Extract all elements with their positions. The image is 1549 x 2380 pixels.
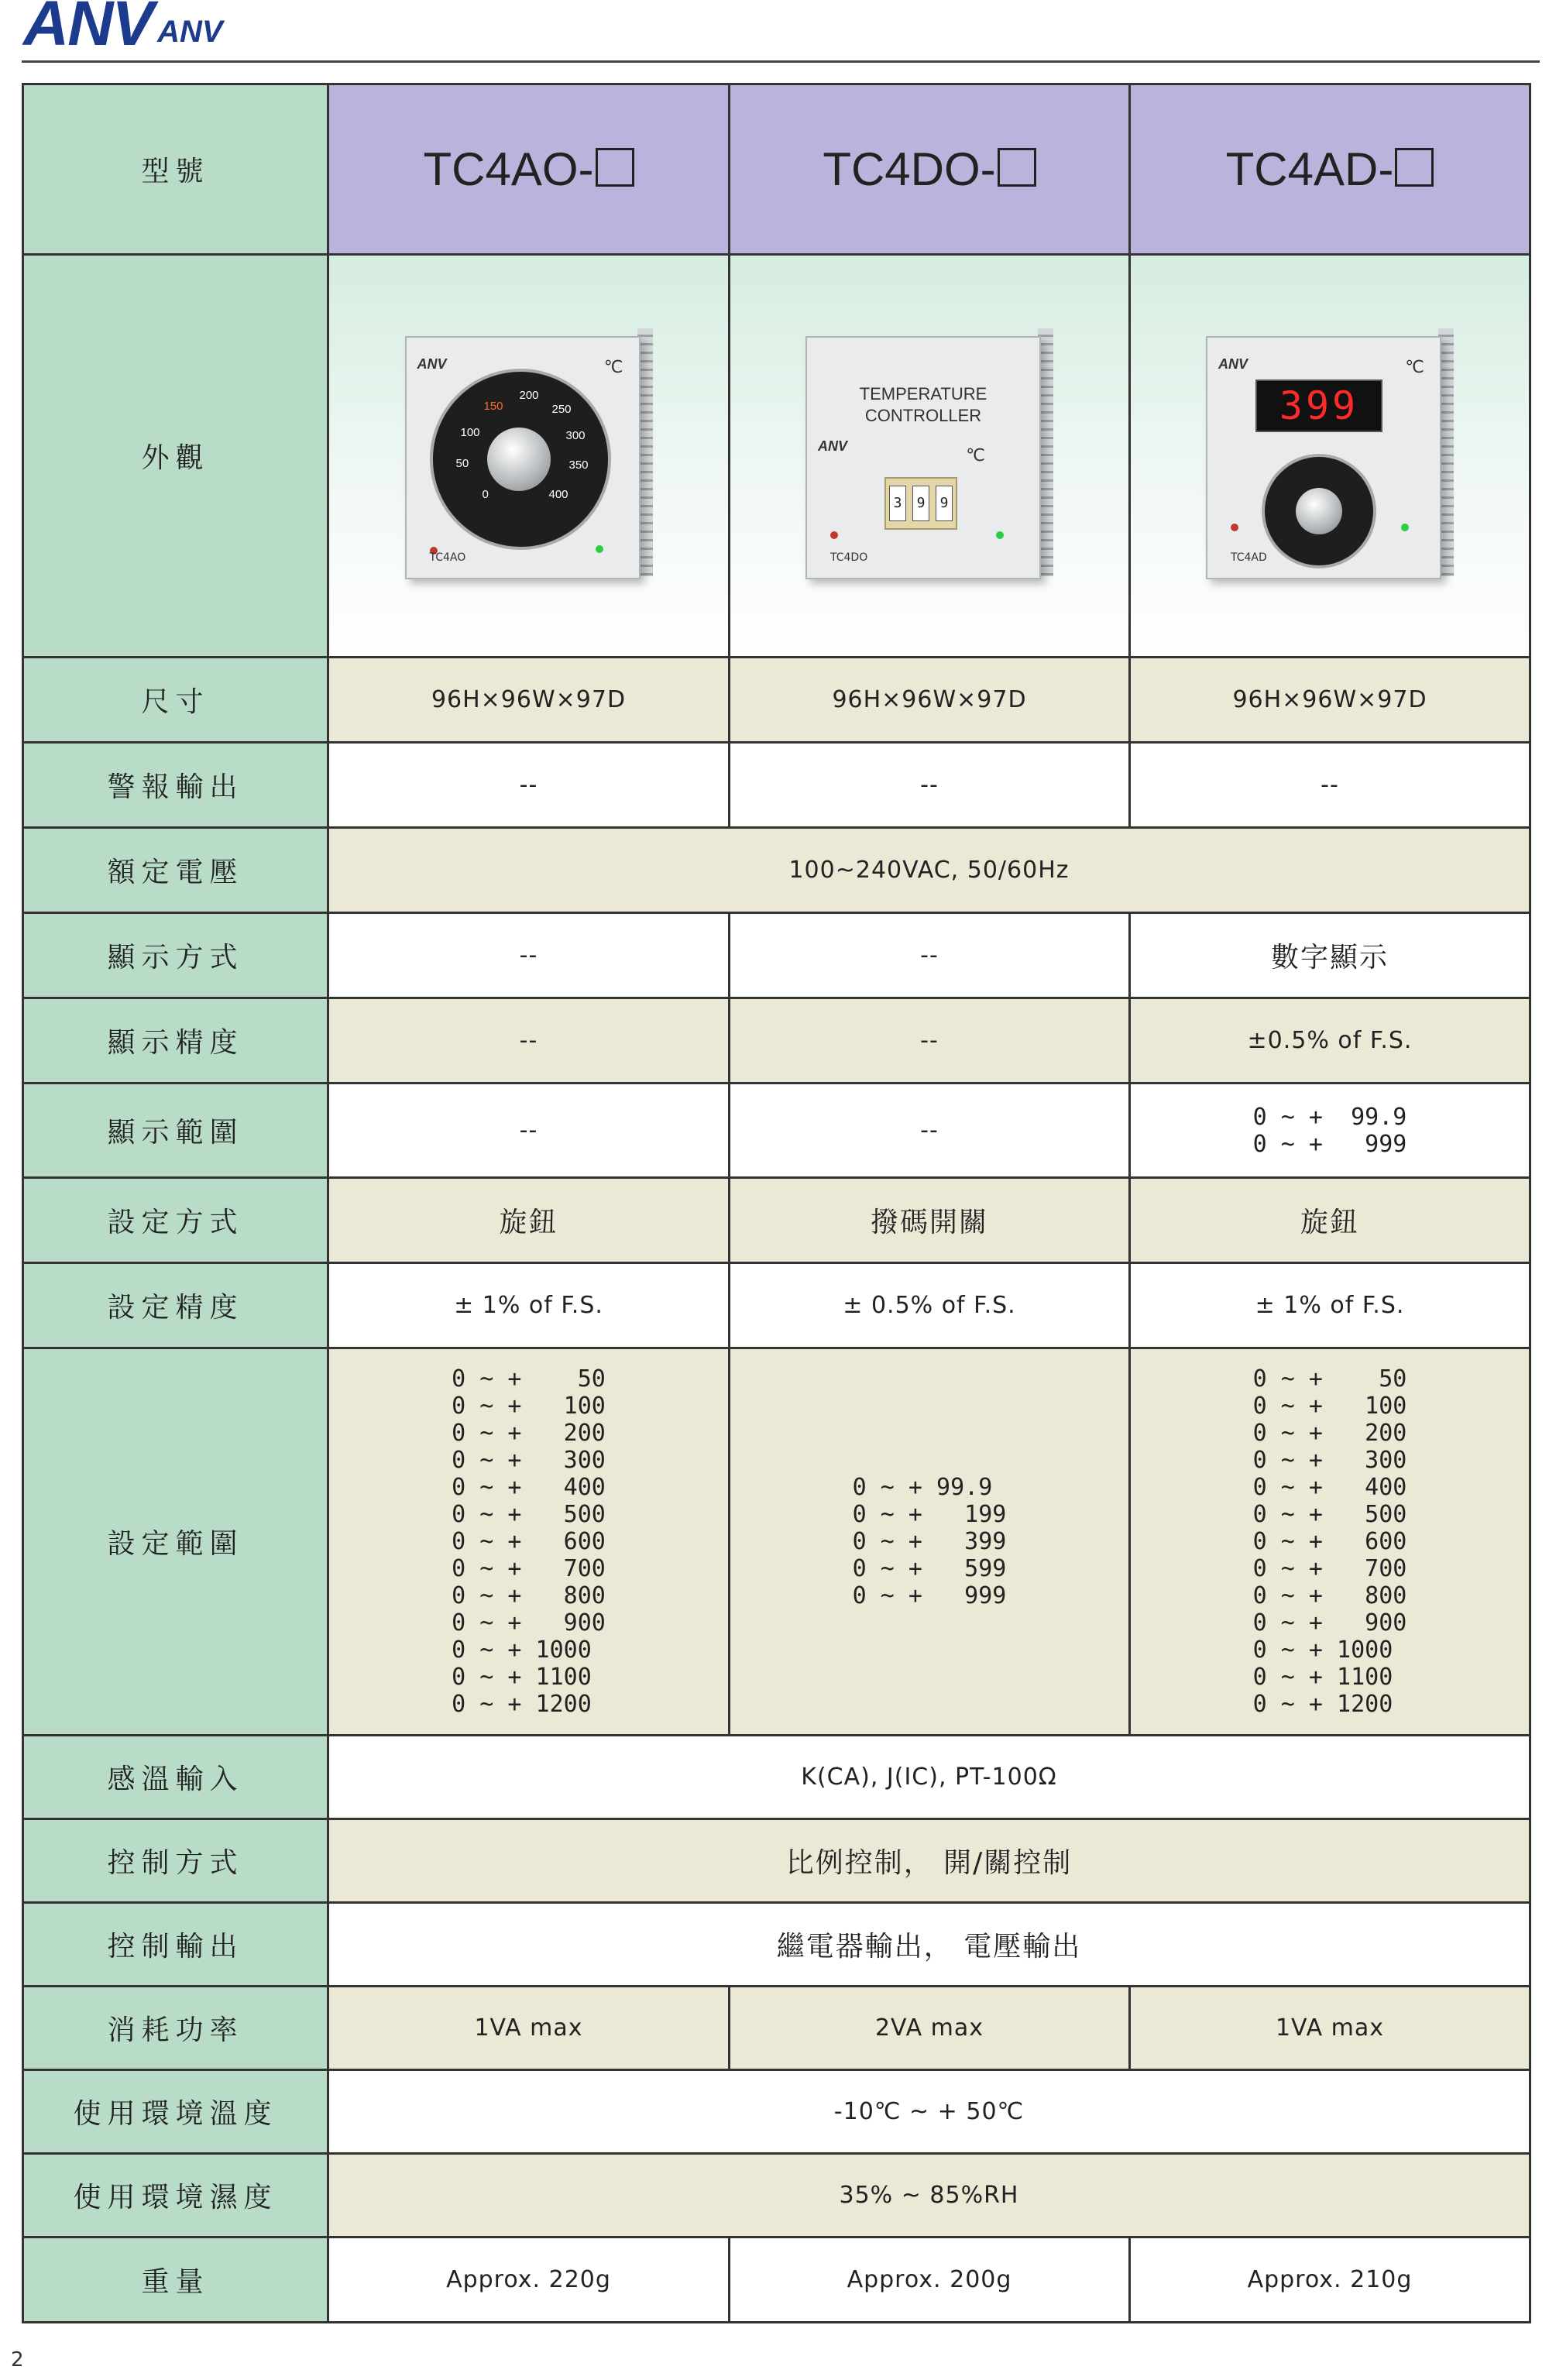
cell-set-accuracy-a: ± 1% of F.S. <box>328 1263 730 1348</box>
dial-tick: 0 <box>482 487 489 501</box>
row-size <box>23 658 1530 743</box>
device-unit: ℃ <box>966 445 985 465</box>
label-display-range: 顯示範圍 <box>23 1084 328 1178</box>
model-b-text: TC4DO- <box>823 143 996 195</box>
spec-table <box>22 83 1531 2323</box>
row-appearance <box>23 255 1530 658</box>
row-display-accuracy <box>23 998 1530 1084</box>
analog-dial <box>430 369 611 550</box>
row-set-range <box>23 1348 1530 1736</box>
cell-alarm-a: -- <box>328 743 730 828</box>
status-led <box>1231 524 1238 531</box>
row-display-mode <box>23 913 1530 998</box>
model-c-text: TC4AD- <box>1225 143 1394 195</box>
label-weight: 重量 <box>23 2237 328 2323</box>
dial-knob <box>1296 488 1342 534</box>
row-set-mode <box>23 1178 1530 1263</box>
analog-dial <box>1262 454 1376 568</box>
cell-display-mode-b: -- <box>730 913 1130 998</box>
status-led <box>830 531 838 539</box>
status-led <box>1401 524 1409 531</box>
device-brand: ANV <box>1218 355 1248 372</box>
cell-display-mode-a: -- <box>328 913 730 998</box>
display-range-values: 0 ~ + 99.9 0 ~ + 999 <box>1252 1103 1407 1158</box>
image-cell-c <box>1130 255 1530 658</box>
page-header <box>22 0 1540 63</box>
tc4ao-device-image <box>405 328 653 584</box>
row-alarm <box>23 743 1530 828</box>
model-a-text: TC4AO- <box>423 143 594 195</box>
tc4do-device-image <box>805 328 1053 584</box>
label-display-mode: 顯示方式 <box>23 913 328 998</box>
label-power: 消耗功率 <box>23 1987 328 2070</box>
cell-set-mode-a: 旋鈕 <box>328 1178 730 1263</box>
set-range-values: 0 ~ + 50 0 ~ + 100 0 ~ + 200 0 ~ + 300 0 ~ + 400 0 ~ + 500 0 ~ + 600 0 ~ + 700 0 ~ + 800 0 ~ + 900 0 ~ + 1000 0 ~ + 1100 0 ~ + 1200 <box>452 1365 606 1718</box>
cell-set-range-a <box>328 1348 730 1736</box>
row-set-accuracy <box>23 1263 1530 1348</box>
set-range-values: 0 ~ + 99.9 0 ~ + 199 0 ~ + 399 0 ~ + 599 0 ~ + 999 <box>852 1474 1007 1609</box>
thumbwheel-switch <box>884 477 957 530</box>
cell-display-range-c <box>1130 1084 1530 1178</box>
cell-ambient-temp: -10℃ ~ + 50℃ <box>328 2070 1530 2154</box>
thumbwheel-digit: 9 <box>936 486 953 521</box>
anv-logo <box>23 0 223 59</box>
row-model <box>23 84 1530 255</box>
logo-main-text: ANV <box>23 0 153 59</box>
device-title-line2: CONTROLLER <box>864 405 982 425</box>
cell-display-accuracy-a: -- <box>328 998 730 1084</box>
placeholder-box-icon <box>998 148 1036 187</box>
row-weight <box>23 2237 1530 2323</box>
label-sensor: 感溫輸入 <box>23 1736 328 1819</box>
tc4ad-device-image <box>1206 328 1454 584</box>
row-power <box>23 1987 1530 2070</box>
cell-voltage: 100~240VAC, 50/60Hz <box>328 828 1530 913</box>
cell-display-accuracy-b: -- <box>730 998 1130 1084</box>
row-voltage <box>23 828 1530 913</box>
cell-display-mode-c: 數字顯示 <box>1130 913 1530 998</box>
device-brand: ANV <box>818 438 848 454</box>
row-ambient-temp <box>23 2070 1530 2154</box>
label-alarm: 警報輸出 <box>23 743 328 828</box>
label-set-accuracy: 設定精度 <box>23 1263 328 1348</box>
label-control-mode: 控制方式 <box>23 1819 328 1903</box>
label-ambient-humidity: 使用環境濕度 <box>23 2154 328 2237</box>
cell-set-mode-c: 旋鈕 <box>1130 1178 1530 1263</box>
device-unit: ℃ <box>1405 357 1424 377</box>
row-control-mode <box>23 1819 1530 1903</box>
cell-sensor: K(CA), J(IC), PT-100Ω <box>328 1736 1530 1819</box>
label-set-mode: 設定方式 <box>23 1178 328 1263</box>
cell-alarm-c: -- <box>1130 743 1530 828</box>
cell-size-b: 96H×96W×97D <box>730 658 1130 743</box>
label-model: 型號 <box>23 84 328 255</box>
model-c <box>1130 84 1530 255</box>
cell-set-accuracy-c: ± 1% of F.S. <box>1130 1263 1530 1348</box>
cell-display-accuracy-c: ±0.5% of F.S. <box>1130 998 1530 1084</box>
cell-weight-b: Approx. 200g <box>730 2237 1130 2323</box>
device-model-tag: TC4DO <box>830 551 868 564</box>
image-cell-a <box>328 255 730 658</box>
cell-control-output: 繼電器輸出， 電壓輸出 <box>328 1903 1530 1987</box>
row-control-output <box>23 1903 1530 1987</box>
dial-tick: 200 <box>519 388 539 402</box>
dial-tick: 50 <box>455 456 469 470</box>
dial-tick: 300 <box>565 428 586 442</box>
dial-tick: 400 <box>548 487 568 501</box>
cell-power-a: 1VA max <box>328 1987 730 2070</box>
row-display-range <box>23 1084 1530 1178</box>
model-b <box>730 84 1130 255</box>
label-set-range: 設定範圍 <box>23 1348 328 1736</box>
status-led <box>996 531 1004 539</box>
row-ambient-humidity <box>23 2154 1530 2237</box>
cell-size-c: 96H×96W×97D <box>1130 658 1530 743</box>
device-brand: ANV <box>417 355 447 372</box>
cell-display-range-a: -- <box>328 1084 730 1178</box>
dial-tick: 100 <box>460 425 480 439</box>
led-display: 399 <box>1255 379 1382 432</box>
page-number: 2 <box>11 2348 24 2371</box>
dial-tick: 150 <box>483 399 503 413</box>
device-unit: ℃ <box>603 357 623 377</box>
model-a <box>328 84 730 255</box>
cell-set-accuracy-b: ± 0.5% of F.S. <box>730 1263 1130 1348</box>
cell-power-b: 2VA max <box>730 1987 1130 2070</box>
label-appearance: 外觀 <box>23 255 328 658</box>
device-model-tag: TC4AO <box>429 551 466 564</box>
placeholder-box-icon <box>596 148 634 187</box>
label-ambient-temp: 使用環境溫度 <box>23 2070 328 2154</box>
cell-control-mode: 比例控制， 開/關控制 <box>328 1819 1530 1903</box>
device-title-line1: TEMPERATURE <box>859 383 987 404</box>
status-led <box>596 545 603 553</box>
cell-set-mode-b: 撥碼開關 <box>730 1178 1130 1263</box>
label-display-accuracy: 顯示精度 <box>23 998 328 1084</box>
placeholder-box-icon <box>1395 148 1434 187</box>
row-sensor <box>23 1736 1530 1819</box>
dial-tick: 350 <box>568 458 589 472</box>
cell-size-a: 96H×96W×97D <box>328 658 730 743</box>
cell-weight-a: Approx. 220g <box>328 2237 730 2323</box>
cell-weight-c: Approx. 210g <box>1130 2237 1530 2323</box>
dial-tick: 250 <box>551 402 572 416</box>
thumbwheel-digit: 9 <box>912 486 929 521</box>
cell-ambient-humidity: 35% ~ 85%RH <box>328 2154 1530 2237</box>
device-model-tag: TC4AD <box>1231 551 1267 564</box>
thumbwheel-digit: 3 <box>889 486 906 521</box>
cell-set-range-b <box>730 1348 1130 1736</box>
cell-set-range-c <box>1130 1348 1530 1736</box>
cell-alarm-b: -- <box>730 743 1130 828</box>
cell-display-range-b: -- <box>730 1084 1130 1178</box>
label-control-output: 控制輸出 <box>23 1903 328 1987</box>
set-range-values: 0 ~ + 50 0 ~ + 100 0 ~ + 200 0 ~ + 300 0 ~ + 400 0 ~ + 500 0 ~ + 600 0 ~ + 700 0 ~ + 800 0 ~ + 900 0 ~ + 1000 0 ~ + 1100 0 ~ + 1200 <box>1252 1365 1407 1718</box>
cell-power-c: 1VA max <box>1130 1987 1530 2070</box>
label-size: 尺寸 <box>23 658 328 743</box>
logo-sub-text: ANV <box>157 15 223 49</box>
dial-knob <box>487 428 551 491</box>
image-cell-b <box>730 255 1130 658</box>
label-voltage: 額定電壓 <box>23 828 328 913</box>
